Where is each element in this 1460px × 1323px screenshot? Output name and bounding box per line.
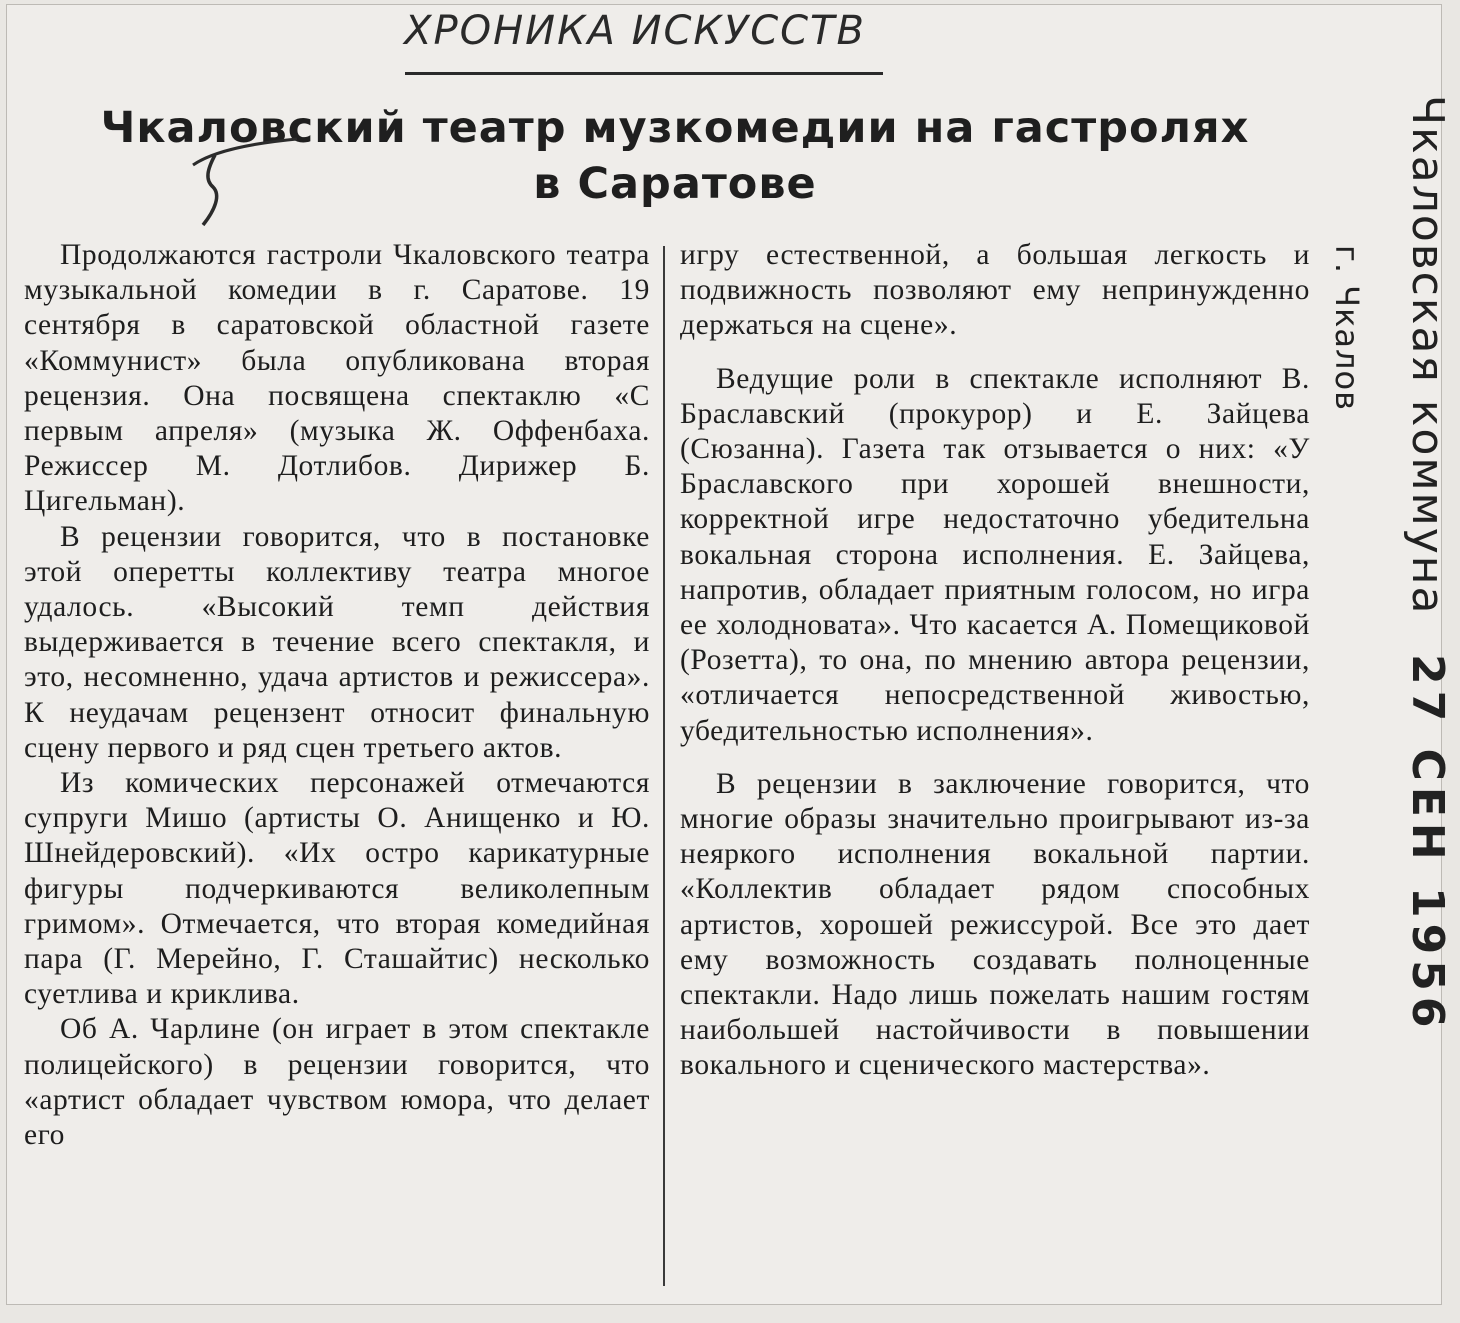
article-column-right — [680, 238, 1310, 1084]
headline-line-2: в Саратове — [533, 159, 817, 209]
source-stamp — [1402, 95, 1453, 1033]
stamp-date: 27 СЕН 1956 — [1402, 653, 1453, 1034]
stamp-newspaper-name: Чкаловская коммуна — [1402, 95, 1453, 616]
rubric-underline — [405, 72, 883, 75]
paragraph: В рецензии в заключение говорится, что многие образы значительно проигрывают из-за неяркого исполнения вокальной партии. «Коллектив обладает рядом способных артистов, хорошей режиссурой. Все это дает ему возможность создавать полноценные спектакли. Надо лишь пожелать нашим гостям наибольшей настойчивости в повышении вокального и сценического мастерства». — [680, 767, 1310, 1082]
paragraph: Об А. Чарлине (он играет в этом спектакле полицейского) в рецензии говорится, что «артист обладает чувством юмора, что делает его — [24, 1013, 650, 1152]
paragraph: В рецензии говорится, что в постановке этой оперетты коллективу театра многое удалось. «Высокий темп действия выдерживается в течение всего спектакля, и это, несомненно, удача артистов и режиссера». К неудачам рецензент относит финальную сцену первого и ряд сцен третьего актов. — [24, 520, 650, 764]
rubric-title: ХРОНИКА ИСКУССТВ — [404, 8, 866, 54]
handwritten-pen-mark — [185, 125, 305, 235]
column-divider — [663, 246, 665, 1286]
paragraph: Из комических персонажей отмечаются супруги Мишо (артисты О. Анищенко и Ю. Шнейдеровский). «Их остро карикатурные фигуры подчеркиваются великолепным гримом». Отмечается, что вторая комедийная пара (Г. Мерейно, Г. Сташайтис) несколько суетлива и криклива. — [24, 767, 650, 1011]
article-column-left — [24, 238, 650, 1153]
headline-line-1: Чкаловский театр музкомедии на гастролях — [100, 103, 1250, 153]
paragraph: Ведущие роли в спектакле исполняют В. Браславский (прокурор) и Е. Зайцева (Сюзанна). Газета так отзывается о них: «У Браславского при хорошей внешности, корректной игре недостаточно убедительна вокальная сторона исполнения. Е. Зайцева, напротив, обладает приятным голосом, но игра ее холодновата». Что касается А. Помещиковой (Розетта), то она, по мнению автора рецензии, «отличается непосредственной живостью, убедительностью исполнения». — [680, 362, 1310, 747]
stamp-place: г. Чкалов — [1328, 245, 1366, 411]
paragraph: игру естественной, а большая легкость и подвижность позволяют ему непринужденно держаться на сцене». — [680, 239, 1310, 342]
paragraph: Продолжаются гастроли Чкаловского театра музыкальной комедии в г. Саратове. 19 сентября в саратовской областной газете «Коммунист» была опубликована вторая рецензия. Она посвящена спектаклю «С первым апреля» (музыка Ж. Оффенбаха. Режиссер М. Дотлибов. Дирижер Б. Цигельман). — [24, 239, 650, 518]
